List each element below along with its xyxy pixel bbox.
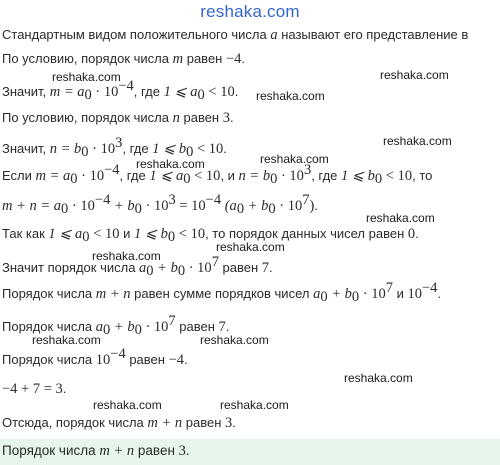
expr: n = b — [238, 168, 271, 184]
punct: . — [223, 141, 227, 156]
watermark: reshaka.com — [256, 89, 325, 103]
expr: a — [139, 260, 147, 276]
sub: 0 — [320, 289, 328, 305]
punct: . — [314, 198, 318, 213]
text: , где — [119, 168, 150, 183]
punct: . — [437, 286, 442, 301]
watermark: reshaka.com — [200, 333, 269, 347]
watermark: reshaka.com — [52, 70, 121, 84]
expr: 10 — [407, 286, 422, 302]
cond: 1 ⩽ a — [163, 84, 198, 100]
expr: · 10 — [88, 141, 116, 157]
sub: 0 — [268, 201, 276, 217]
text: Отсюда, порядок числа — [2, 415, 148, 430]
text: равен сумме порядков чисел — [130, 286, 314, 301]
expr: · 10 — [185, 260, 212, 276]
sub: 0 — [177, 263, 186, 279]
paragraph-since — [2, 226, 419, 243]
watermark: reshaka.com — [216, 240, 285, 254]
expr: −4 + 7 = 3 — [2, 381, 63, 397]
expr: n = b — [49, 141, 82, 157]
expr: ) — [309, 198, 315, 214]
paragraph-conclusion — [2, 415, 236, 432]
exp: −4 — [94, 192, 111, 208]
cond: < 10 — [175, 226, 206, 242]
text: Порядок числа — [2, 352, 96, 367]
punct: . — [269, 260, 273, 275]
expr: · 10 — [277, 168, 304, 184]
watermark: reshaka.com — [136, 157, 205, 171]
paragraph-order-10 — [2, 346, 188, 369]
answer-text — [2, 443, 190, 460]
cond: 1 ⩽ a — [48, 226, 83, 242]
expr: · 10 — [141, 198, 169, 214]
punct: . — [232, 415, 236, 430]
text: равен — [179, 110, 223, 125]
paragraph-order-n — [2, 110, 234, 127]
punct: . — [415, 226, 419, 241]
var-m: m — [172, 51, 184, 67]
cond: 1 ⩽ b — [133, 226, 168, 242]
sub: 0 — [146, 263, 154, 279]
paragraph-order-m — [2, 51, 245, 68]
punct: . — [234, 84, 239, 99]
text: Порядок числа — [2, 443, 100, 458]
sub: 0 — [374, 171, 383, 187]
value: 0 — [407, 226, 416, 242]
watermark: reshaka.com — [366, 211, 435, 225]
sub: 0 — [186, 144, 194, 160]
text: равен — [183, 51, 226, 66]
sub: 0 — [270, 171, 278, 187]
text: Значит, — [2, 84, 50, 99]
text: Порядок числа — [2, 286, 96, 301]
sub: 0 — [103, 322, 111, 338]
punct: . — [184, 352, 188, 367]
text: По условию, порядок числа — [2, 51, 173, 66]
var-a: a — [270, 27, 278, 43]
exp: 3 — [168, 192, 176, 208]
exp: −4 — [421, 280, 438, 296]
cond: 1 ⩽ b — [341, 168, 375, 184]
expr: m = a — [49, 84, 85, 100]
punct: . — [225, 319, 230, 334]
expr: a — [95, 319, 104, 335]
exp: 7 — [211, 254, 219, 270]
text: По условию, порядок числа — [2, 110, 173, 125]
text: , то порядок данных чисел равен — [205, 226, 408, 241]
cond: 1 ⩽ b — [152, 141, 187, 157]
expr: m + n — [95, 286, 131, 302]
value: 3 — [222, 110, 230, 126]
expr: + b — [327, 286, 352, 302]
cond: < 10 — [190, 168, 221, 184]
sub: 0 — [134, 201, 142, 217]
watermark: reshaka.com — [32, 333, 101, 347]
text: равен — [125, 352, 169, 367]
text: равен — [134, 443, 179, 458]
paragraph-m-form — [2, 78, 239, 103]
text: , где — [311, 168, 341, 183]
text: Стандартным видом положительного числа — [2, 27, 271, 42]
sub: 0 — [197, 87, 205, 103]
watermark: reshaka.com — [93, 398, 162, 412]
expr: m = a — [35, 168, 71, 184]
text: , то — [412, 168, 433, 183]
sub: 0 — [61, 201, 69, 217]
exp: −4 — [104, 162, 120, 178]
punct: . — [229, 110, 234, 125]
value: 7 — [261, 260, 270, 276]
expr: (a — [221, 198, 237, 214]
sub: 0 — [82, 229, 90, 245]
expr: · 10 — [77, 168, 105, 184]
text: называют его представление в — [277, 27, 469, 42]
sub: 0 — [70, 171, 78, 187]
paragraph-n-form — [2, 135, 227, 160]
equation-sum — [2, 192, 318, 217]
exp: 7 — [168, 313, 176, 329]
cond: 1 ⩽ a — [149, 168, 184, 184]
expr: 10 — [95, 352, 111, 368]
sub: 0 — [167, 229, 176, 245]
sub: 0 — [81, 144, 89, 160]
text: равен — [218, 260, 262, 275]
text: Значит, — [2, 141, 50, 156]
text: Значит порядок числа — [2, 260, 140, 275]
value: 3 — [178, 443, 186, 459]
exp: 7 — [302, 192, 310, 208]
sub: 0 — [84, 87, 92, 103]
text: и — [119, 226, 134, 241]
expr: · 10 — [275, 198, 303, 214]
text: Если — [2, 168, 36, 183]
exp: −4 — [118, 78, 134, 94]
expr: + b — [110, 319, 135, 335]
cond: < 10 — [382, 168, 413, 184]
expr: m + n — [147, 415, 183, 431]
watermark: reshaka.com — [260, 152, 329, 166]
expr: + b — [153, 260, 178, 276]
exp: −4 — [110, 346, 126, 362]
exp: −4 — [205, 192, 222, 208]
expr: = 10 — [175, 198, 206, 214]
punct: . — [185, 443, 190, 458]
watermark: reshaka.com — [344, 371, 413, 385]
expr: · 10 — [91, 84, 119, 100]
watermark: reshaka.com — [92, 249, 161, 263]
watermark: reshaka.com — [220, 398, 289, 412]
paragraph-definition — [2, 27, 468, 44]
exp: 3 — [303, 162, 312, 178]
expr: · 10 — [359, 286, 386, 302]
cond: < 10 — [193, 141, 224, 157]
expr: a — [313, 286, 321, 302]
exp: 3 — [115, 135, 123, 151]
exp: 7 — [385, 280, 393, 296]
expr: · 10 — [68, 198, 95, 214]
text: равен — [175, 319, 219, 334]
paragraph-order-sum-2 — [2, 280, 442, 305]
text: Так как — [2, 226, 49, 241]
text: , и — [220, 168, 239, 183]
value: 3 — [225, 415, 233, 431]
expr: m + n — [99, 443, 135, 459]
sub: 0 — [134, 322, 142, 338]
watermark: reshaka.com — [380, 68, 449, 82]
var-n: n — [172, 110, 180, 126]
watermark: reshaka.com — [383, 134, 452, 148]
cond: < 10 — [89, 226, 120, 242]
expr: · 10 — [141, 319, 169, 335]
answer-block — [0, 439, 500, 465]
expr: m + n = a — [2, 198, 62, 214]
text: равен — [182, 415, 226, 430]
expr: + b — [110, 198, 135, 214]
expr: + b — [244, 198, 269, 214]
text: , где — [133, 84, 164, 99]
value: −4 — [225, 51, 242, 67]
value: 7 — [218, 319, 226, 335]
sub: 0 — [351, 289, 360, 305]
punct: . — [241, 51, 246, 66]
text: , где — [122, 141, 153, 156]
text: и — [392, 286, 408, 301]
sub: 0 — [183, 171, 191, 187]
equation-result — [2, 381, 66, 398]
value: −4 — [168, 352, 185, 368]
site-logo-text[interactable]: reshaka.com — [200, 2, 300, 21]
punct: . — [62, 381, 67, 396]
sub: 0 — [236, 201, 245, 217]
text: Порядок числа — [2, 319, 96, 334]
cond: < 10 — [204, 84, 235, 100]
